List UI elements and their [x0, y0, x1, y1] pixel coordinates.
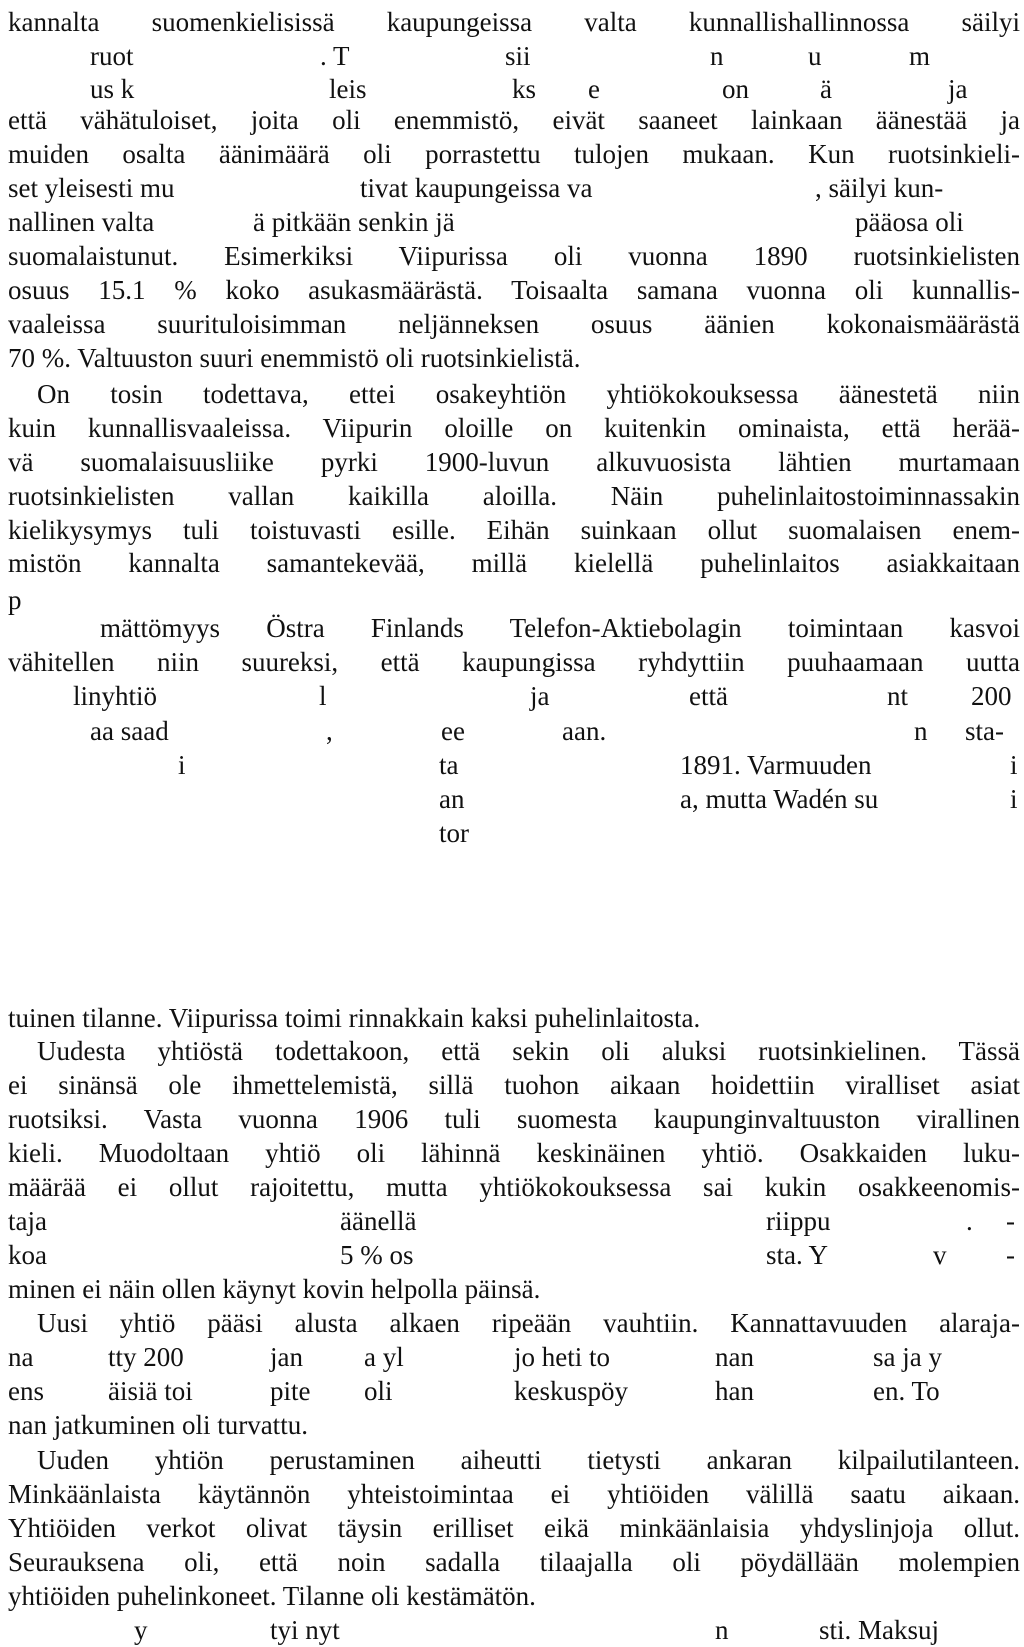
text-fragment: keskuspöy: [514, 1376, 628, 1406]
text-fragment: i: [178, 750, 186, 780]
text-line: tuinen tilanne. Viipurissa toimi rinnakkain kaksi puhelinlaitosta.: [8, 1003, 701, 1033]
text-fragment: nt: [887, 681, 909, 711]
text-fragment: sta-: [965, 716, 1004, 746]
text-fragment: että: [689, 681, 728, 711]
text-line: Uuden yhtiön perustaminen aiheutti tietysti ankaran kilpailutilanteen.: [37, 1445, 1020, 1475]
fragmented-text-line: [8, 748, 1020, 782]
text-fragment: 1891. Varmuuden: [680, 750, 872, 780]
text-fragment: i: [1010, 750, 1018, 780]
text-fragment: n: [710, 41, 724, 71]
text-fragment: ja: [530, 681, 550, 711]
text-fragment: koa: [8, 1240, 47, 1270]
fragmented-text-line: [8, 1374, 1020, 1408]
fragmented-text-line: [8, 1613, 1020, 1647]
text-line: Uudesta yhtiöstä todettakoon, että sekin oli aluksi ruotsinkielinen. Tässä: [37, 1036, 1020, 1066]
text-line: kieli. Muodoltaan yhtiö oli lähinnä keskinäinen yhtiö. Osakkaiden luku-: [8, 1138, 1020, 1168]
text-line: määrää ei ollut rajoitettu, mutta yhtiökokouksessa sai kukin osakkeenomis-: [8, 1172, 1020, 1202]
text-line: On tosin todettava, ettei osakeyhtiön yhtiökokouksessa äänestetä niin: [37, 379, 1020, 409]
text-fragment: nan: [715, 1342, 754, 1372]
fragmented-text-line: [8, 1340, 1020, 1374]
text-fragment: m: [909, 41, 931, 71]
text-fragment: ks: [512, 74, 537, 104]
fragmented-text-line: [8, 679, 1020, 713]
text-fragment: u: [808, 41, 822, 71]
text-fragment: ee: [441, 716, 465, 746]
text-fragment: tor: [439, 818, 469, 848]
text-fragment: us k: [90, 74, 135, 104]
text-line: kuin kunnallisvaaleissa. Viipurin oloille on kuitenkin ominaista, että herää-: [8, 413, 1020, 443]
text-fragment: an: [439, 784, 465, 814]
text-line: suomalaistunut. Esimerkiksi Viipurissa oli vuonna 1890 ruotsinkielisten: [8, 241, 1020, 271]
text-fragment: ta: [439, 750, 459, 780]
text-line: 70 %. Valtuuston suuri enemmistö oli ruotsinkielistä.: [8, 343, 581, 373]
text-line: ei sinänsä ole ihmettelemistä, sillä tuohon aikaan hoidettiin viralliset asiat: [8, 1070, 1020, 1100]
text-line: minen ei näin ollen käynyt kovin helpolla päinsä.: [8, 1274, 541, 1304]
text-line: mistön kannalta samantekevää, millä kielellä puhelinlaitos asiakkaitaan: [8, 548, 1020, 578]
text-line: osuus 15.1 % koko asukasmäärästä. Toisaalta samana vuonna oli kunnallis-: [8, 275, 1020, 305]
text-fragment: pääosa oli: [855, 207, 964, 237]
fragmented-text-line: [8, 205, 1020, 239]
text-fragment: n: [914, 716, 928, 746]
text-line: että vähätuloiset, joita oli enemmistö, eivät saaneet lainkaan äänestää ja: [8, 105, 1020, 135]
text-fragment: sta. Y: [766, 1240, 828, 1270]
text-fragment: .: [966, 1206, 973, 1236]
text-line: mättömyys Östra Finlands Telefon-Aktiebolagin toimintaan kasvoi: [100, 613, 1020, 643]
text-line: nan jatkuminen oli turvattu.: [8, 1410, 308, 1440]
text-fragment: y: [134, 1615, 148, 1645]
text-fragment: na: [8, 1342, 34, 1372]
fragmented-text-line: [8, 171, 1020, 205]
fragmented-text-line: [8, 1204, 1020, 1238]
text-line: vä suomalaisuusliike pyrki 1900-luvun alkuvuosista lähtien murtamaan: [8, 447, 1020, 477]
text-fragment: jan: [270, 1342, 303, 1372]
text-fragment: n: [715, 1615, 729, 1645]
text-fragment: en. To: [873, 1376, 940, 1406]
text-fragment: l: [319, 681, 327, 711]
text-fragment: sa ja y: [873, 1342, 942, 1372]
fragmented-text-line: [8, 816, 1020, 850]
text-fragment: ä pitkään senkin jä: [253, 207, 455, 237]
text-fragment: -: [1006, 1206, 1015, 1236]
fragmented-text-line: [8, 39, 1020, 73]
text-fragment: ruot: [90, 41, 134, 71]
text-fragment: v: [933, 1240, 947, 1270]
text-line: vaaleissa suurituloisimman neljänneksen osuus äänien kokonaismäärästä: [8, 309, 1020, 339]
text-line: kielikysymys tuli toistuvasti esille. Eihän suinkaan ollut suomalaisen enem-: [8, 515, 1020, 545]
text-fragment: riippu: [766, 1206, 831, 1236]
text-fragment: äisiä toi: [108, 1376, 193, 1406]
text-line: ruotsinkielisten vallan kaikilla aloilla. Näin puhelinlaitostoiminnassakin: [8, 481, 1020, 511]
text-fragment: pite: [270, 1376, 311, 1406]
text-line: yhtiöiden puhelinkoneet. Tilanne oli kestämätön.: [8, 1581, 536, 1611]
text-fragment: aa saad: [90, 716, 169, 746]
text-fragment: sii: [505, 41, 531, 71]
text-fragment: taja: [8, 1206, 47, 1236]
text-line: Yhtiöiden verkot olivat täysin erilliset eikä minkäänlaisia yhdyslinjoja ollut.: [8, 1513, 1020, 1543]
text-line: Uusi yhtiö pääsi alusta alkaen ripeään vauhtiin. Kannattavuuden alaraja-: [37, 1308, 1020, 1338]
text-fragment: leis: [329, 74, 367, 104]
text-fragment: oli: [364, 1376, 393, 1406]
text-fragment: jo heti to: [514, 1342, 610, 1372]
fragmented-text-line: [8, 72, 1020, 106]
text-fragment: han: [715, 1376, 754, 1406]
fragmented-text-line: [8, 1238, 1020, 1272]
text-line: Seurauksena oli, että noin sadalla tilaajalla oli pöydällään molempien: [8, 1547, 1020, 1577]
text-fragment: a yl: [364, 1342, 404, 1372]
text-fragment: tty 200: [108, 1342, 184, 1372]
text-fragment: 5 % os: [340, 1240, 414, 1270]
text-fragment: sti. Maksuj: [819, 1615, 940, 1645]
text-line: muiden osalta äänimäärä oli porrastettu tulojen mukaan. Kun ruotsinkieli-: [8, 139, 1020, 169]
text-line: vähitellen niin suureksi, että kaupungissa ryhdyttiin puuhaamaan uutta: [8, 647, 1020, 677]
text-line: kannalta suomenkielisissä kaupungeissa valta kunnallishallinnossa säilyi: [8, 7, 1020, 37]
text-fragment: ens: [8, 1376, 44, 1406]
text-line: p: [8, 585, 22, 615]
text-fragment: on: [722, 74, 749, 104]
text-fragment: i: [1010, 784, 1018, 814]
text-fragment: nallinen valta: [8, 207, 155, 237]
text-fragment: . T: [320, 41, 350, 71]
text-fragment: ,: [326, 716, 333, 746]
text-fragment: set yleisesti mu: [8, 173, 175, 203]
text-fragment: a, mutta Wadén su: [680, 784, 879, 814]
text-fragment: tyi nyt: [270, 1615, 340, 1645]
fragmented-text-line: [8, 714, 1020, 748]
text-fragment: ja: [948, 74, 968, 104]
text-fragment: linyhtiö: [73, 681, 158, 711]
text-fragment: , säilyi kun-: [815, 173, 944, 203]
text-fragment: tivat kaupungeissa va: [360, 173, 593, 203]
text-line: Minkäänlaista käytännön yhteistoimintaa ei yhtiöiden välillä saatu aikaan.: [8, 1479, 1020, 1509]
fragmented-text-line: [8, 782, 1020, 816]
text-fragment: -: [1006, 1240, 1015, 1270]
text-fragment: 200: [971, 681, 1012, 711]
text-fragment: äänellä: [340, 1206, 417, 1236]
text-fragment: e: [588, 74, 600, 104]
text-line: ruotsiksi. Vasta vuonna 1906 tuli suomesta kaupunginvaltuuston virallinen: [8, 1104, 1020, 1134]
text-fragment: ä: [820, 74, 832, 104]
text-fragment: aan.: [562, 716, 607, 746]
